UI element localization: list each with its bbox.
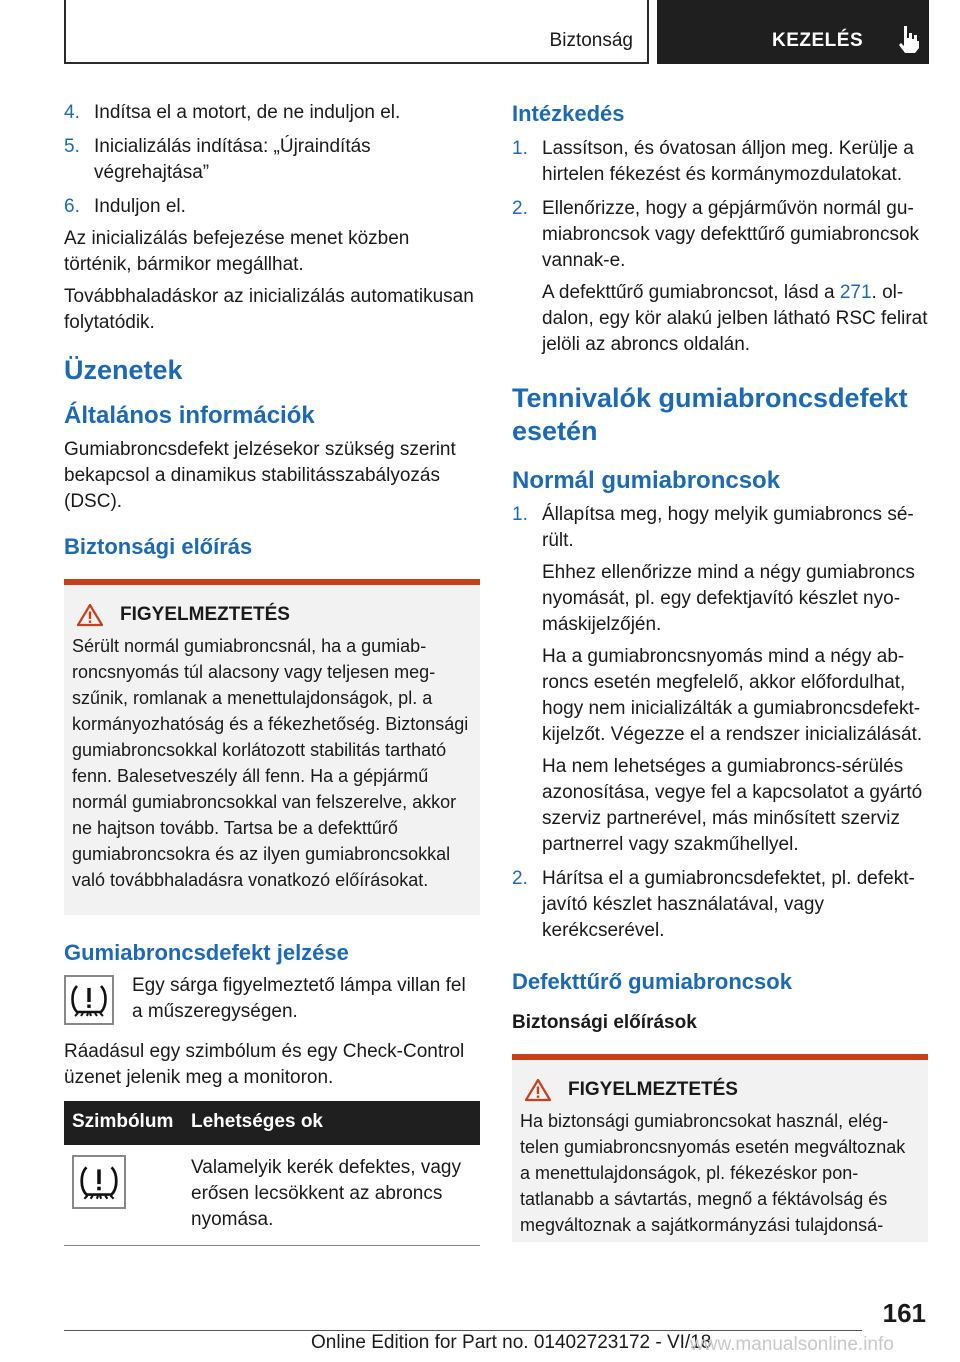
hand-pointer-icon: [895, 24, 921, 54]
list-text: Indítsa el a motort, de ne induljon el.: [94, 102, 401, 123]
table-cell-symbol: [64, 1145, 183, 1246]
tire-pressure-warning-icon: [72, 1155, 126, 1209]
list-number: 2.: [512, 198, 528, 219]
watermark: www.manualsonline.info: [690, 1334, 894, 1355]
symbol-table: [64, 1101, 480, 1246]
page-number: 161: [882, 1298, 926, 1328]
list-text: Ellenőrizze, hogy a gépjárművön normál gumiabroncsok vagy defekttűrő gumiabroncsok vannak-e.: [542, 198, 920, 271]
list-item: [512, 196, 928, 358]
warning-title: FIGYELMEZTETÉS: [120, 604, 290, 625]
list-subparagraph: Ha nem lehetséges a gumiabroncs-sérülés azonosítása, vegye fel a kapcsolatot a gyártó szerviz partnerével, más minősített szerviz partnerrel vagy szakműhellyel.: [542, 756, 923, 855]
heading-safety-rules: Biztonsági előírások: [512, 1012, 697, 1033]
list-subparagraph: Ehhez ellenőrizze mind a négy gumiabroncs nyomását, pl. egy defektjavító készlet nyomáskijelzőjén.: [542, 562, 915, 635]
list-item: [512, 502, 928, 858]
page-link-271[interactable]: 271: [839, 282, 872, 303]
footer-divider: [64, 1330, 862, 1331]
list-item: [64, 194, 480, 220]
paragraph: Az inicializálás befejezése menet közben történik, bármikor megállhat.: [64, 228, 410, 275]
chapter-title: KEZELÉS: [772, 30, 864, 51]
table-cell-cause: Valamelyik kerék defektes, vagy erősen lecsökkent az abroncs nyomása.: [183, 1145, 480, 1246]
section-title: Biztonság: [549, 30, 633, 51]
heading-messages: Üzenetek: [64, 355, 183, 385]
warning-triangle-icon: [76, 603, 104, 627]
header-left-frame: [64, 0, 649, 64]
sub-text: . oldalon, egy kör alakú jelben látható RSC felirat jelöli az abroncs oldalán.: [542, 282, 928, 355]
tire-pressure-warning-icon: [64, 975, 114, 1025]
list-text: Induljon el.: [94, 196, 186, 217]
heading-flat-tire-indicator: Gumiabroncsdefekt jelzése: [64, 940, 349, 965]
table-header-row: [64, 1101, 480, 1145]
chapter-tab[interactable]: [657, 0, 929, 64]
warning-title: FIGYELMEZTETÉS: [568, 1079, 738, 1100]
indicator-row: [64, 973, 480, 1025]
heading-runflat-tires: Defekttűrő gumiabroncsok: [512, 969, 792, 994]
warning-box: [512, 1054, 928, 1242]
list-text: Lassítson, és óvatosan álljon meg. Kerülje a hirtelen fékezést és kormánymozdulatokat.: [542, 138, 914, 185]
heading-normal-tires: Normál gumiabroncsok: [512, 467, 781, 494]
list-number: 1.: [512, 504, 528, 525]
paragraph: Továbbhaladáskor az inicializálás automatikusan folytatódik.: [64, 286, 474, 333]
table-header-symbol: Szimbólum: [64, 1101, 183, 1145]
list-number: 1.: [512, 138, 528, 159]
list-subparagraph: [542, 280, 928, 358]
indicator-text: Egy sárga figyelmeztető lámpa villan fel a műszeregységen.: [132, 975, 466, 1022]
list-item: [512, 866, 928, 944]
left-column: [64, 100, 480, 1246]
list-number: 4.: [64, 102, 80, 123]
warning-text: Ha biztonsági gumiabroncsokat használ, elégtelen gumiabroncsnyomás esetén megváltoznak a menettulajdonságok, pl. fékezéskor pontatlanabb a sávtartás, megnő a féktávolság és megváltoznak a sajátkormányzási tulajdonsá-: [520, 1111, 906, 1235]
paragraph: Ráadásul egy szimbólum és egy Check-Control üzenet jelenik meg a monitoron.: [64, 1041, 465, 1088]
heading-flat-tire-todo: Tennivalók gumiabroncsdefekt esetén: [512, 383, 908, 446]
list-number: 2.: [512, 868, 528, 889]
list-text: Inicializálás indítása: „Újraindítás végrehajtása”: [94, 136, 371, 183]
warning-triangle-icon: [524, 1078, 552, 1102]
sub-text: A defekttűrő gumiabroncsot, lásd a: [542, 282, 840, 303]
right-column: [512, 100, 928, 1242]
warning-text: Sérült normál gumiabroncsnál, ha a gumiabroncsnyomás túl alacsony vagy teljesen megszűnik, romlanak a menettulajdonságok, pl. a kormányozhatóság és a fékezhetőség. Biztonsági gumiabroncsokkal korlátozott stabilitás tartható fenn. Balesetveszély áll fenn. Ha a gépjármű normál gumiabroncsokkal van felszerelve, akkor ne hajtson tovább. Tartsa be a defekttűrő gumiabroncsokra és az ilyen gumiabroncsokkal való továbbhaladásra vonatkozó előírásokat.: [72, 636, 469, 890]
heading-safety: Biztonsági előírás: [64, 534, 253, 559]
heading-measures: Intézkedés: [512, 101, 625, 126]
list-number: 6.: [64, 196, 80, 217]
table-row: [64, 1145, 480, 1246]
list-item: [64, 100, 480, 126]
list-text: Hárítsa el a gumiabroncsdefektet, pl. defektjavító készlet használatával, vagy kerékcserével.: [542, 868, 915, 941]
heading-general-info: Általános információk: [64, 402, 315, 429]
warning-box: [64, 579, 480, 915]
list-subparagraph: Ha a gumiabroncsnyomás mind a négy abroncs esetén megfelelő, akkor előfordulhat, hogy nem inicializálták a gumiabroncsdefektkijelzőt. Végezze el a rendszer inicializálását.: [542, 646, 923, 745]
list-text: Állapítsa meg, hogy melyik gumiabroncs sérült.: [542, 504, 914, 551]
paragraph: Gumiabroncsdefekt jelzésekor szükség szerint bekapcsol a dinamikus stabilitásszabályozás (DSC).: [64, 439, 456, 512]
table-header-cause: Lehetséges ok: [183, 1101, 480, 1145]
edition-text: Online Edition for Part no. 01402723172 - VI/18: [311, 1332, 712, 1353]
list-number: 5.: [64, 136, 80, 157]
list-item: [512, 136, 928, 188]
list-item: [64, 134, 480, 186]
